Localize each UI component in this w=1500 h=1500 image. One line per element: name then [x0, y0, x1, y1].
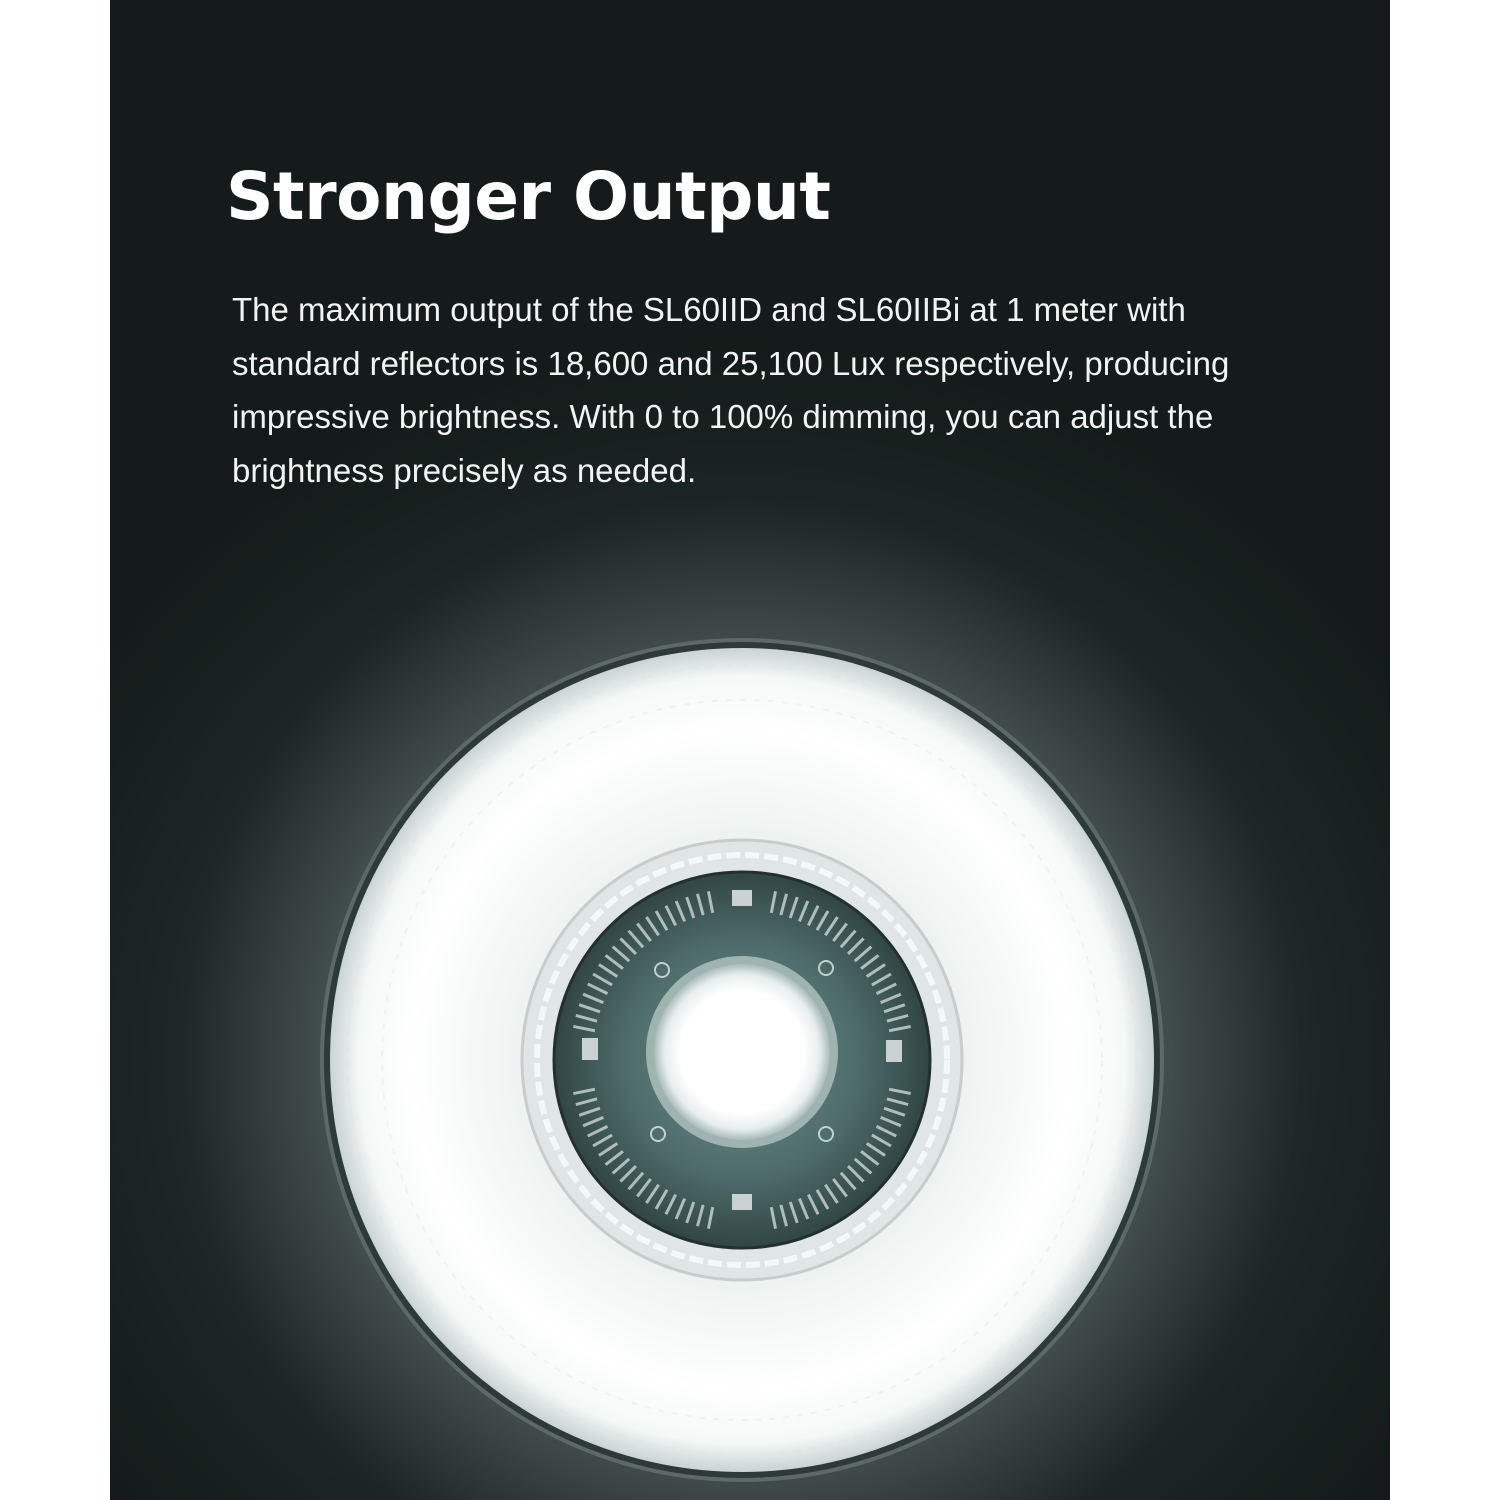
section-description: The maximum output of the SL60IID and SL60IIBi at 1 meter with standard reflectors is 18,600 and 25,100 Lux respectively, producing impressive brightness. With 0 to 100% dimming, you can adjust the brightness precisely as needed.	[232, 291, 1230, 489]
section-title: Stronger Output	[226, 158, 831, 235]
pad-left	[582, 1038, 598, 1060]
pad-bottom	[732, 1194, 752, 1210]
cob-core	[654, 964, 830, 1140]
product-panel	[110, 0, 1390, 1500]
pad-right	[886, 1040, 902, 1062]
pad-top	[732, 890, 752, 906]
